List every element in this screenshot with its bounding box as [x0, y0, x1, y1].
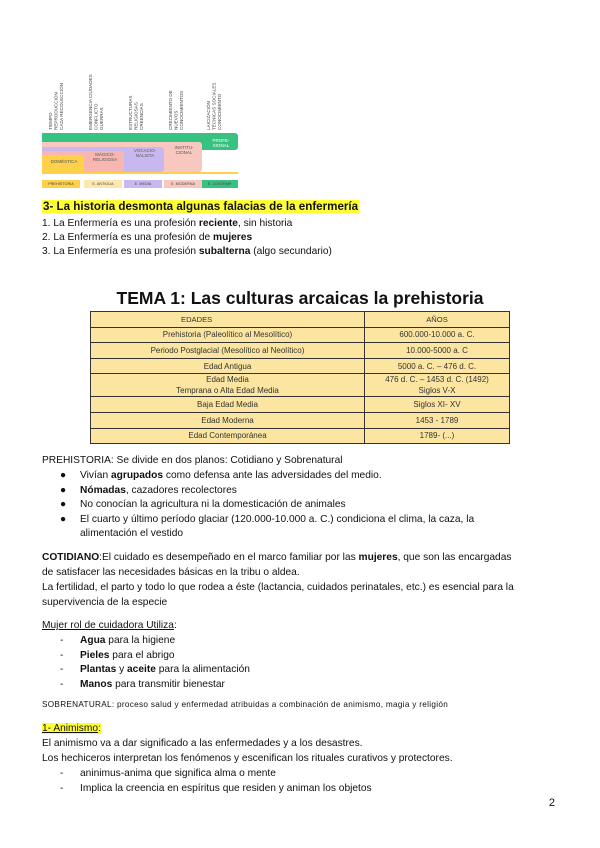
table-cell: 1453 - 1789: [365, 412, 510, 428]
dash-icon: -: [60, 768, 64, 779]
table-row: [91, 428, 510, 444]
list-item: - Pieles para el abrigo: [42, 649, 250, 664]
diagram-column-label: EMERGENCIA CIUDADES CONFLICTO GUERRAS: [88, 74, 104, 130]
table-row: [91, 358, 510, 374]
nursing-history-diagram: [42, 55, 238, 193]
diagram-column-label: ESTRUCTURAS RELIGIOSAS CREENCIAS: [128, 95, 144, 130]
table-cell: Baja Edad Media: [91, 397, 365, 413]
dash-icon: -: [60, 678, 64, 690]
list-item: ● Nómadas, cazadores recolectores: [42, 484, 474, 499]
sobrenatural-line: SOBRENATURAL: proceso salud y enfermedad atribuidas a combinación de animismo, magia y religión: [42, 700, 449, 709]
fallacies-heading: 3- La historia desmonta algunas falacias de la enfermería: [43, 200, 359, 213]
table-cell: 600.000-10.000 a. C.: [365, 327, 510, 343]
diagram-column-label: TIEMPO REPRODUCCIÓN CAZA RECOLECCIÓN: [48, 83, 64, 130]
list-item: - Agua para la higiene: [42, 634, 250, 649]
fallacy-item: 1. La Enfermería es una profesión reciente, sin historia: [42, 218, 293, 229]
diagram-baseline: [42, 172, 238, 174]
bullet-icon: ●: [60, 499, 67, 510]
diagram-column-label: LAICIZACIÓN TÉCNICAS SOCIALES CONOCIMIENTO: [206, 82, 222, 130]
table-row: [91, 397, 510, 413]
ages-table: [90, 311, 510, 444]
cotidiano-line: supervivencia de la especie: [42, 597, 168, 608]
diagram-era-chip: E. CONTEMP.: [202, 180, 238, 188]
prehistoria-intro: PREHISTORIA: Se divide en dos planos: Cotidiano y Sobrenatural: [42, 455, 343, 466]
page-number: 2: [548, 797, 555, 809]
prehistoria-list: [42, 469, 474, 542]
diagram-step-label: VOCACIO- NALISTA: [133, 148, 157, 158]
table-row: [91, 327, 510, 343]
table-cell: 10.000-5000 a. C: [365, 343, 510, 359]
list-item: ● Vivían agrupados como defensa ante las adversidades del medio.: [42, 469, 474, 484]
table-cell: 1789- (...): [365, 428, 510, 444]
bullet-icon: ●: [60, 484, 67, 496]
diagram-era-chip: E. ANTIGUA: [84, 180, 122, 188]
table-cell: Edad Contemporánea: [91, 428, 365, 444]
table-header: AÑOS: [365, 312, 510, 328]
diagram-step-label: DOMÉSTICA: [50, 159, 78, 164]
table-row: [91, 412, 510, 428]
cotidiano-line: La fertilidad, el parto y todo lo que rodea a éste (lactancia, cuidados perinatales, etc.) es esencial para la: [42, 582, 514, 593]
table-cell: 5000 a. C. – 476 d. C.: [365, 358, 510, 374]
tema-title: TEMA 1: Las culturas arcaicas la prehistoria: [116, 288, 484, 308]
list-item: - Manos para transmitir bienestar: [42, 678, 250, 693]
diagram-column-label: CRECIMIENTO DE NUEVOS CONOCIMIENTOS: [168, 90, 184, 130]
list-item: - aninimus-anima que significa alma o mente: [42, 767, 372, 782]
dash-icon: -: [60, 649, 64, 661]
dash-icon: -: [60, 664, 64, 675]
mujer-heading: Mujer rol de cuidadora Utiliza:: [42, 620, 177, 631]
dash-icon: -: [60, 782, 64, 794]
cotidiano-line: COTIDIANO:El cuidado es desempeñado en el marco familiar por las mujeres, que son las encargadas: [42, 552, 512, 563]
diagram-step-label: INSTITU- CIONAL: [174, 145, 194, 155]
table-cell: Prehistoria (Paleolítico al Mesolítico): [91, 327, 365, 343]
animismo-line: Los hechiceros interpretan los fenómenos y escenifican los rituales curativos y protectores.: [42, 753, 453, 764]
diagram-step-label: MÁGICO- RELIGIOSA: [92, 152, 118, 162]
list-item: - Implica la creencia en espíritus que residen y animan los objetos: [42, 782, 372, 797]
list-item: ● El cuarto y último período glaciar (120.000-10.000 a. C.) condiciona el clima, la caza, la: [42, 513, 474, 528]
table-cell: Edad Moderna: [91, 412, 365, 428]
fallacy-item: 2. La Enfermería es una profesión de mujeres: [42, 232, 253, 243]
bullet-icon: ●: [60, 513, 67, 525]
animismo-line: El animismo va a dar significado a las enfermedades y a los desastres.: [42, 738, 363, 749]
table-header: EDADES: [91, 312, 365, 328]
list-item: - Plantas y aceite para la alimentación: [42, 663, 250, 678]
table-row: [91, 374, 510, 397]
mujer-list: [42, 634, 250, 692]
table-header-row: [91, 312, 510, 328]
diagram-step-label: PROFE- SIONAL: [212, 138, 230, 148]
fallacy-item: 3. La Enfermería es una profesión subalterna (algo secundario): [42, 246, 332, 257]
table-cell: Periodo Postglacial (Mesolítico al Neolítico): [91, 343, 365, 359]
animismo-list: [42, 767, 372, 796]
cotidiano-line: de satisfacer las necesidades básicas en la tribu o aldea.: [42, 567, 300, 578]
dash-icon: -: [60, 635, 64, 646]
list-item: ● No conocían la agricultura ni la domesticación de animales: [42, 498, 474, 513]
table-cell: Edad Media Temprana o Alta Edad Media: [91, 374, 365, 397]
table-cell: Siglos XI- XV: [365, 397, 510, 413]
animismo-heading: 1- Animismo:: [42, 723, 101, 734]
table-cell: Edad Antigua: [91, 358, 365, 374]
table-row: [91, 343, 510, 359]
diagram-era-chip: E. MEDIA: [124, 180, 162, 188]
diagram-era-chip: PREHISTORIA: [42, 180, 80, 188]
table-cell: 476 d. C. – 1453 d. C. (1492) Siglos V-X: [365, 374, 510, 397]
diagram-era-chip: E. MODERNA: [164, 180, 202, 188]
list-item-continuation: alimentación el vestido: [80, 528, 184, 539]
bullet-icon: ●: [60, 470, 67, 481]
